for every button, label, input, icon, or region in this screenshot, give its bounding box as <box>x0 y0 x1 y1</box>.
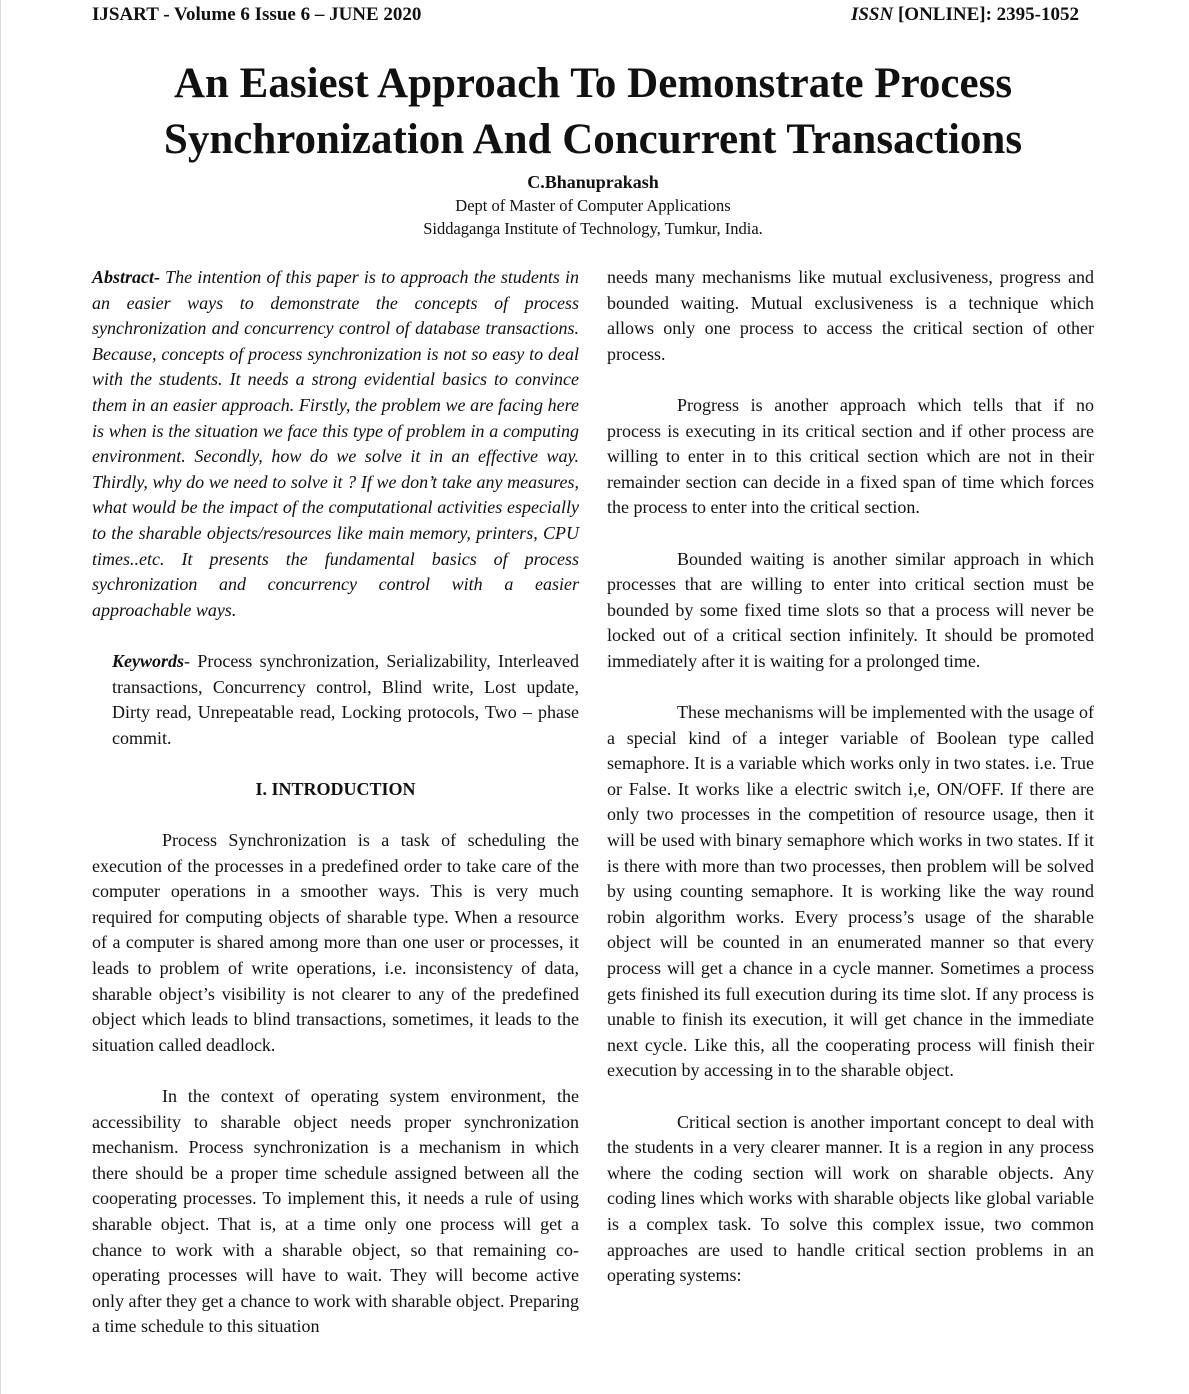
left-column <box>92 265 579 1366</box>
issn-number: [ONLINE]: 2395-1052 <box>893 4 1079 25</box>
body-paragraph: Bounded waiting is another similar approach in which processes that are willing to enter into critical section must be bounded by some fixed time slots so that a process will never be locked out of a critical section infinitely. It should be promoted immediately after it is waiting for a prolonged time. <box>607 548 1094 671</box>
author-institution: Siddaganga Institute of Technology, Tumkur, India. <box>423 219 763 238</box>
journal-issue-label: IJSART - Volume 6 Issue 6 – JUNE 2020 <box>92 4 422 25</box>
intro-paragraph: In the context of operating system environment, the accessibility to sharable object needs proper synchronization mechanism. Process synchronization is a mechanism in which there should be a proper time schedule assigned between all the cooperating processes. To implement this, it needs a rule of using sharable object. That is, at a time only one process will get a chance to work with a sharable object, so that remaining co-operating processes will have to wait. They will become active only after they get a chance to work with sharable object. Preparing a time schedule to this situation <box>92 1086 579 1337</box>
keywords-dash: - <box>184 650 190 671</box>
paper-title: An Easiest Approach To Demonstrate Process Synchronization And Concurrent Transactions <box>163 60 1023 163</box>
body-paragraph: Critical section is another important concept to deal with the students in a very clearer manner. It is a region in any process where the coding section will work on sharable objects. Any coding lines which works with sharable objects like global variable is a complex task. To solve this complex issue, two common approaches are used to handle critical section problems in an operating systems: <box>607 1111 1094 1286</box>
keywords-text: Process synchronization, Serializability, Interleaved transactions, Concurrency control, Blind write, Lost update, Dirty read, Unrepeatable read, Locking protocols, Two – phase commit. <box>112 650 579 748</box>
issn-label <box>851 3 1079 27</box>
abstract <box>92 265 579 623</box>
author-department: Dept of Master of Computer Applications <box>455 196 731 215</box>
body-paragraph: Progress is another approach which tells that if no process is executing in its critical section and if other process are willing to enter in to this critical section which are not in their remainder section can decide in a fixed span of time which forces the process to enter into the critical section. <box>607 394 1094 518</box>
section-heading-introduction: I. INTRODUCTION <box>255 778 416 799</box>
keywords <box>92 649 579 751</box>
right-column <box>607 265 1094 1314</box>
body-paragraph: needs many mechanisms like mutual exclusiveness, progress and bounded waiting. Mutual exclusiveness is a technique which allows only one process to access the critical section of other process. <box>607 267 1094 364</box>
abstract-text: The intention of this paper is to approach the students in an easier ways to demonstrate the concepts of process synchronization and concurrency control of database transactions. Because, concepts of process synchronization is not so easy to deal with the students. It needs a strong evidential basics to convince them in an easier approach. Firstly, the problem we are facing here is when is the situation we face this type of problem in a computing environment. Secondly, how do we solve it in an effective way. Thirdly, why do we need to solve it ? If we don’t take any measures, what would be the impact of the computational activities especially to the sharable objects/resources like main memory, printers, CPU times..etc. It presents the fundamental basics of process sychronization and concurrency control with a easier approachable ways. <box>92 267 579 620</box>
running-header <box>92 3 1079 27</box>
abstract-label: Abstract- <box>92 267 161 287</box>
intro-paragraph: Process Synchronization is a task of scheduling the execution of the processes in a predefined order to take care of the computer operations in a smoother ways. This is very much required for computing objects of sharable type. When a resource of a computer is shared among more than one user or processes, it leads to problem of write operations, i.e. inconsistency of data, sharable object’s visibility is not clearer to any of the predefined object which leads to blind transactions, sometimes, it leads to the situation called deadlock. <box>92 830 579 1055</box>
title-block <box>92 56 1094 240</box>
author-name: C.Bhanuprakash <box>527 172 659 192</box>
keywords-label: Keywords <box>112 650 184 671</box>
body-paragraph: These mechanisms will be implemented with the usage of a special kind of a integer variable of Boolean type called semaphore. It is a variable which works only in two states. i.e. True or False. It works like a electric switch i,e, ON/OFF. If there are only two processes in the competition of resource usage, then it will be used with binary semaphore which works in two states. If it is there with more than two processes, then problem will be solved by using counting semaphore. It is working like the way round robin algorithm works. Every process’s usage of the sharable object will be counted in an enumerated manner so that every process will get a chance in a cycle manner. Sometimes a process gets finished its full execution during its time slot. If any process is unable to finish its execution, it will get chance in the immediate next cycle. Like this, all the cooperating process will finish their execution by accessing in to the sharable object. <box>607 702 1094 1081</box>
issn-word: ISSN <box>850 4 894 25</box>
